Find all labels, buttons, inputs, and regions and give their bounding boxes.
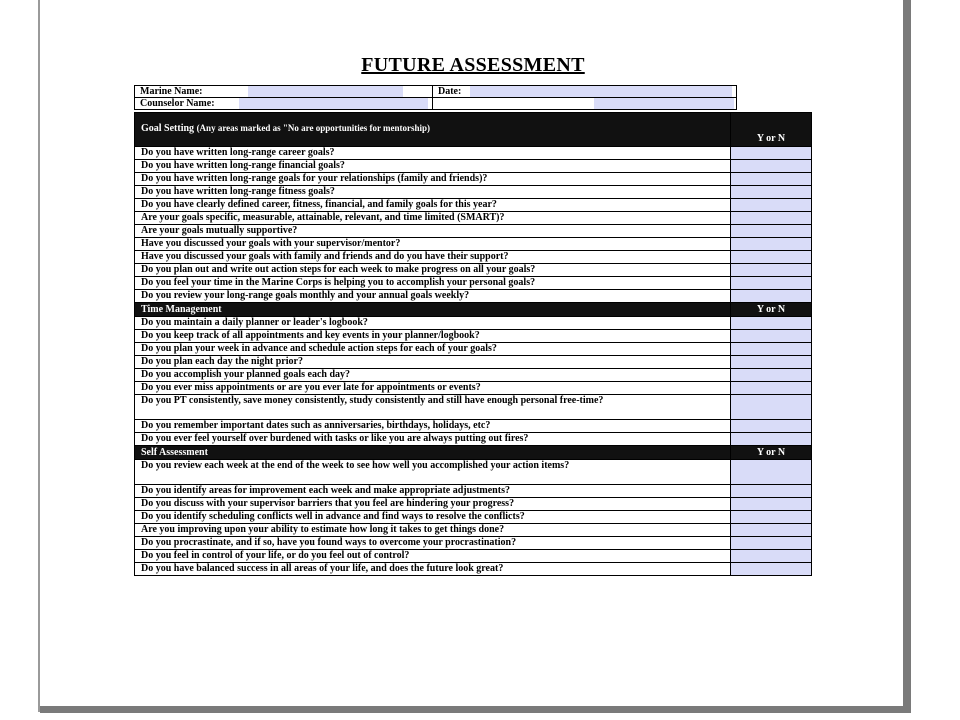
answer-cell[interactable] (731, 317, 812, 330)
question-text: Are you improving upon your ability to estimate how long it takes to get things done? (135, 524, 731, 537)
question-row (135, 524, 812, 537)
answer-column-header: Y or N (731, 113, 812, 147)
question-text: Do you accomplish your planned goals each day? (135, 369, 731, 382)
question-row (135, 277, 812, 290)
counselor-name-field[interactable] (239, 98, 428, 109)
answer-cell[interactable] (731, 330, 812, 343)
answer-cell[interactable] (731, 563, 812, 576)
question-text: Do you review each week at the end of the week to see how well you accomplished your action items? (135, 460, 731, 485)
question-row (135, 212, 812, 225)
question-row (135, 382, 812, 395)
question-row (135, 395, 812, 420)
question-text: Do you have written long-range goals for your relationships (family and friends)? (135, 173, 731, 186)
answer-cell[interactable] (731, 356, 812, 369)
question-row (135, 420, 812, 433)
section-title-cell (135, 446, 731, 460)
answer-cell[interactable] (731, 238, 812, 251)
question-row (135, 563, 812, 576)
answer-cell[interactable] (731, 524, 812, 537)
marine-name-cell (135, 86, 433, 98)
answer-cell[interactable] (731, 186, 812, 199)
answer-cell[interactable] (731, 369, 812, 382)
answer-column-header: Y or N (731, 446, 812, 460)
question-text: Do you plan out and write out action steps for each week to make progress on all your goals? (135, 264, 731, 277)
question-row (135, 160, 812, 173)
answer-cell[interactable] (731, 277, 812, 290)
question-text: Do you keep track of all appointments and key events in your planner/logbook? (135, 330, 731, 343)
question-text: Are your goals mutually supportive? (135, 225, 731, 238)
answer-cell[interactable] (731, 173, 812, 186)
question-row (135, 343, 812, 356)
assessment-table (134, 112, 812, 576)
answer-cell[interactable] (731, 212, 812, 225)
question-row (135, 498, 812, 511)
question-text: Do you maintain a daily planner or leader's logbook? (135, 317, 731, 330)
question-row (135, 460, 812, 485)
question-text: Do you identify scheduling conflicts well in advance and find ways to resolve the conflicts? (135, 511, 731, 524)
question-text: Do you ever feel yourself over burdened with tasks or like you are always putting out fires? (135, 433, 731, 446)
page-bottom-shadow (40, 706, 911, 713)
question-text: Are your goals specific, measurable, attainable, relevant, and time limited (SMART)? (135, 212, 731, 225)
marine-name-label: Marine Name: (140, 86, 203, 97)
question-row (135, 537, 812, 550)
question-row (135, 251, 812, 264)
question-row (135, 485, 812, 498)
answer-column-header: Y or N (731, 303, 812, 317)
question-text: Do you have written long-range financial goals? (135, 160, 731, 173)
question-text: Do you have written long-range fitness goals? (135, 186, 731, 199)
question-text: Do you identify areas for improvement each week and make appropriate adjustments? (135, 485, 731, 498)
counselor-name-cell (135, 98, 433, 110)
section-title-cell (135, 303, 731, 317)
answer-cell[interactable] (731, 160, 812, 173)
question-row (135, 550, 812, 563)
question-text: Have you discussed your goals with your supervisor/mentor? (135, 238, 731, 251)
question-text: Do you ever miss appointments or are you ever late for appointments or events? (135, 382, 731, 395)
question-row (135, 264, 812, 277)
question-row (135, 186, 812, 199)
question-text: Do you plan your week in advance and schedule action steps for each of your goals? (135, 343, 731, 356)
question-text: Do you procrastinate, and if so, have you found ways to overcome your procrastination? (135, 537, 731, 550)
question-row (135, 225, 812, 238)
answer-cell[interactable] (731, 485, 812, 498)
question-row (135, 369, 812, 382)
section-title: Goal Setting (141, 123, 195, 134)
section-title: Time Management (141, 304, 222, 315)
question-row (135, 199, 812, 212)
question-row (135, 147, 812, 160)
section-title-cell (135, 113, 731, 147)
answer-cell[interactable] (731, 433, 812, 446)
question-text: Do you review your long-range goals monthly and your annual goals weekly? (135, 290, 731, 303)
date-label: Date: (438, 86, 462, 97)
question-text: Do you have balanced success in all areas of your life, and does the future look great? (135, 563, 731, 576)
answer-cell[interactable] (731, 147, 812, 160)
section-title: Self Assessment (141, 447, 208, 458)
answer-cell[interactable] (731, 382, 812, 395)
question-row (135, 433, 812, 446)
question-text: Have you discussed your goals with family and friends and do you have their support? (135, 251, 731, 264)
question-text: Do you feel in control of your life, or do you feel out of control? (135, 550, 731, 563)
answer-cell[interactable] (731, 550, 812, 563)
section-note: (Any areas marked as "No are opportunities for mentorship) (196, 123, 431, 133)
section-header-row (135, 446, 812, 460)
answer-cell[interactable] (731, 251, 812, 264)
answer-cell[interactable] (731, 225, 812, 238)
counselor-extra-field[interactable] (594, 98, 734, 109)
date-cell (433, 86, 737, 98)
counselor-name-label: Counselor Name: (140, 98, 215, 109)
question-text: Do you have written long-range career goals? (135, 147, 731, 160)
question-row (135, 238, 812, 251)
answer-cell[interactable] (731, 264, 812, 277)
question-text: Do you discuss with your supervisor barriers that you feel are hindering your progress? (135, 498, 731, 511)
question-row (135, 290, 812, 303)
question-row (135, 330, 812, 343)
answer-cell[interactable] (731, 343, 812, 356)
marine-name-field[interactable] (248, 86, 403, 97)
page-right-shadow (903, 0, 911, 712)
page-title: FUTURE ASSESSMENT (361, 54, 585, 76)
question-text: Do you feel your time in the Marine Corps is helping you to accomplish your personal goals? (135, 277, 731, 290)
question-text: Do you have clearly defined career, fitness, financial, and family goals for this year? (135, 199, 731, 212)
answer-cell[interactable] (731, 498, 812, 511)
question-row (135, 356, 812, 369)
counselor-date-cell (433, 98, 737, 110)
answer-cell[interactable] (731, 420, 812, 433)
question-text: Do you PT consistently, save money consistently, study consistently and still have enough personal free-time? (135, 395, 731, 420)
question-text: Do you remember important dates such as anniversaries, birthdays, holidays, etc? (135, 420, 731, 433)
answer-cell[interactable] (731, 460, 812, 485)
question-text: Do you plan each day the night prior? (135, 356, 731, 369)
question-row (135, 511, 812, 524)
answer-cell[interactable] (731, 511, 812, 524)
answer-cell[interactable] (731, 290, 812, 303)
section-header-row (135, 113, 812, 147)
answer-cell[interactable] (731, 537, 812, 550)
section-header-row (135, 303, 812, 317)
page-left-edge (38, 0, 40, 712)
question-row (135, 317, 812, 330)
header-info-table (134, 85, 737, 110)
date-field[interactable] (470, 86, 732, 97)
question-row (135, 173, 812, 186)
answer-cell[interactable] (731, 199, 812, 212)
answer-cell[interactable] (731, 395, 812, 420)
